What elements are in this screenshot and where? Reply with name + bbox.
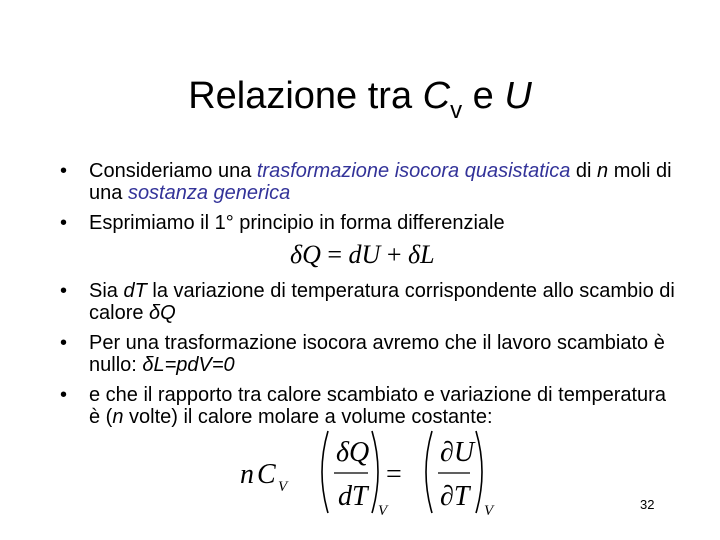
eq2-lhs-subscript: V — [278, 479, 288, 495]
eq2-sub2: V — [484, 503, 494, 519]
eq1-equals: = — [320, 240, 349, 269]
bullet-list — [60, 160, 680, 428]
title-prefix: Relazione tra — [188, 75, 423, 117]
first-law-equation — [290, 240, 435, 270]
bullet-4 — [60, 332, 680, 376]
eq2-paren-right-1 — [372, 431, 378, 513]
eq2-den2: ∂T — [440, 481, 470, 512]
bullet-5-text-b: volte) il calore molare a volume costante: — [123, 406, 493, 428]
eq2-equals: = — [386, 459, 402, 490]
eq1-plus: + — [380, 240, 408, 269]
page-number: 32 — [640, 497, 655, 512]
eq1-dQ: δQ — [290, 240, 321, 269]
bullet-3-text-a: Sia — [89, 280, 124, 302]
bullet-3-text-b: la variazione di temperatura corrispondente allo scambio di calore — [89, 280, 675, 324]
bullet-4-equation: δL=pdV=0 — [142, 354, 235, 376]
bullet-1-text-c: moli di una — [89, 160, 672, 204]
bullet-5 — [60, 384, 680, 428]
bullet-5-text-a: e che il rapporto tra calore scambiato e variazione di temperatura è ( — [89, 384, 666, 428]
bullet-1-highlight-b: sostanza generica — [127, 182, 291, 204]
slide-title — [0, 74, 720, 133]
eq2-n: n — [240, 459, 254, 490]
bullet-1-text-b: di — [570, 160, 598, 182]
bullet-3-dQ: δQ — [149, 302, 176, 324]
eq2-num2: ∂U — [440, 437, 475, 468]
bullet-1-text-a: Consideriamo una — [89, 160, 257, 182]
bullet-4-text: Per una trasformazione isocora avremo che il lavoro scambiato è nullo: — [89, 332, 665, 376]
eq2-num1: δQ — [336, 437, 370, 468]
eq2-C: C — [257, 459, 276, 490]
bullet-3-dT: dT — [123, 280, 147, 302]
title-u: U — [504, 75, 532, 117]
bullet-1-n: n — [597, 160, 609, 182]
title-mid: e — [462, 75, 505, 117]
title-cv-subscript: v — [450, 97, 463, 124]
eq2-den1: dT — [338, 481, 368, 512]
bullet-5-n: n — [112, 406, 124, 428]
bullet-1-highlight-a: trasformazione isocora quasistatica — [256, 160, 571, 182]
eq1-dU: dU — [348, 240, 381, 269]
bullet-3 — [60, 280, 680, 324]
title-cv: C — [422, 75, 451, 117]
eq1-dL: δL — [408, 240, 435, 269]
bullet-dot: • — [60, 280, 68, 302]
bullet-dot: • — [60, 160, 68, 182]
bullet-dot: • — [60, 384, 68, 406]
eq2-paren-left-1 — [322, 431, 328, 513]
eq2-paren-right-2 — [476, 431, 482, 513]
bullet-2-text: Esprimiamo il 1° principio in forma differenziale — [89, 212, 505, 234]
molar-heat-equation — [238, 425, 518, 520]
bullet-1 — [60, 160, 680, 204]
eq2-paren-left-2 — [426, 431, 432, 513]
bullet-dot: • — [60, 332, 68, 354]
bullet-2 — [60, 212, 680, 234]
eq2-sub1: V — [378, 503, 388, 519]
bullet-dot: • — [60, 212, 68, 234]
